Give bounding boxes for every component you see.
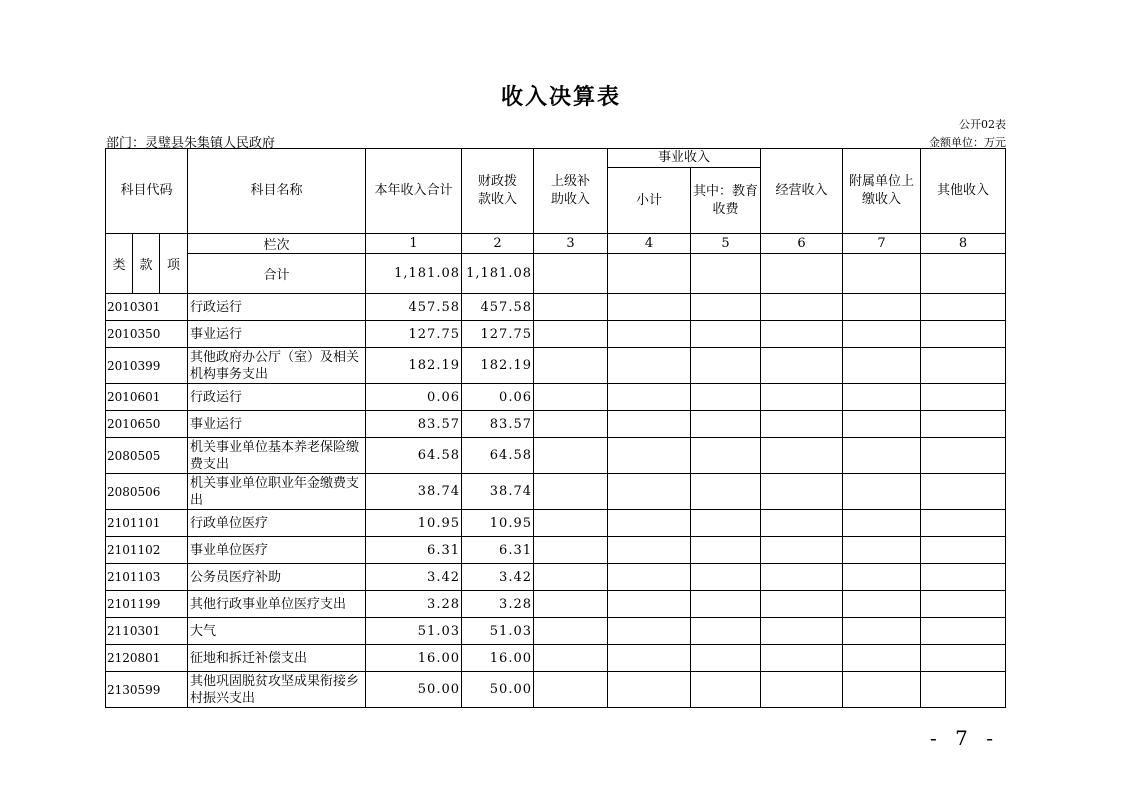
fiscal-appropriation-cell: 10.95	[462, 510, 534, 537]
empty-cell	[691, 294, 761, 321]
empty-cell	[534, 537, 608, 564]
subject-code-cell: 2010350	[106, 321, 188, 348]
empty-cell	[691, 321, 761, 348]
subject-code-cell: 2101102	[106, 537, 188, 564]
form-number: 公开02表	[959, 118, 1006, 131]
amount-unit-label: 金额单位：万元	[929, 136, 1006, 149]
empty-cell	[921, 254, 1006, 294]
total-income-cell: 16.00	[366, 645, 462, 672]
subject-name-cell: 大气	[188, 618, 366, 645]
header-superior-subsidy: 上级补助收入	[534, 149, 608, 234]
empty-cell	[761, 564, 843, 591]
empty-cell	[691, 510, 761, 537]
fiscal-appropriation-cell: 457.58	[462, 294, 534, 321]
total-income-cell: 64.58	[366, 438, 462, 474]
empty-cell	[843, 348, 921, 384]
empty-cell	[691, 384, 761, 411]
table-row	[106, 645, 1006, 672]
total-income-cell: 457.58	[366, 294, 462, 321]
empty-cell	[761, 645, 843, 672]
empty-cell	[761, 411, 843, 438]
empty-cell	[608, 618, 691, 645]
empty-cell	[843, 510, 921, 537]
header-kuan: 款	[133, 234, 160, 294]
subject-name-cell: 机关事业单位基本养老保险缴费支出	[188, 438, 366, 474]
empty-cell	[691, 438, 761, 474]
column-number: 7	[843, 234, 921, 254]
empty-cell	[534, 564, 608, 591]
empty-cell	[691, 591, 761, 618]
empty-cell	[843, 474, 921, 510]
fiscal-appropriation-cell: 6.31	[462, 537, 534, 564]
fiscal-appropriation-cell: 0.06	[462, 384, 534, 411]
total-income-cell: 3.42	[366, 564, 462, 591]
empty-cell	[534, 591, 608, 618]
column-number: 5	[691, 234, 761, 254]
empty-cell	[534, 321, 608, 348]
empty-cell	[534, 254, 608, 294]
table-row	[106, 321, 1006, 348]
empty-cell	[608, 384, 691, 411]
empty-cell	[843, 438, 921, 474]
table-row	[106, 672, 1006, 708]
subject-code-cell: 2130599	[106, 672, 188, 708]
document-title: 收入决算表	[500, 84, 621, 110]
table-row	[106, 411, 1006, 438]
empty-cell	[608, 411, 691, 438]
empty-cell	[534, 645, 608, 672]
empty-cell	[534, 411, 608, 438]
empty-cell	[843, 254, 921, 294]
subject-name-cell: 征地和拆迁补偿支出	[188, 645, 366, 672]
empty-cell	[761, 438, 843, 474]
fiscal-appropriation-cell: 50.00	[462, 672, 534, 708]
empty-cell	[921, 510, 1006, 537]
header-business-income: 事业收入	[608, 149, 761, 168]
header-subject-code: 科目代码	[106, 149, 188, 234]
empty-cell	[843, 645, 921, 672]
subject-name-cell: 行政运行	[188, 384, 366, 411]
empty-cell	[691, 564, 761, 591]
table-row	[106, 537, 1006, 564]
total-fiscal-value: 1,181.08	[462, 254, 534, 294]
empty-cell	[608, 254, 691, 294]
total-income-cell: 10.95	[366, 510, 462, 537]
subject-name-cell: 机关事业单位职业年金缴费支出	[188, 474, 366, 510]
page-number: - 7 -	[930, 726, 999, 750]
column-number: 1	[366, 234, 462, 254]
empty-cell	[843, 618, 921, 645]
empty-cell	[691, 411, 761, 438]
empty-cell	[921, 618, 1006, 645]
total-income-cell: 50.00	[366, 672, 462, 708]
empty-cell	[921, 591, 1006, 618]
empty-cell	[608, 672, 691, 708]
total-label: 合计	[188, 254, 366, 294]
header-other-income: 其他收入	[921, 149, 1006, 234]
income-final-accounts-table	[105, 148, 1006, 708]
subject-code-cell: 2101103	[106, 564, 188, 591]
total-income-cell: 127.75	[366, 321, 462, 348]
fiscal-appropriation-cell: 64.58	[462, 438, 534, 474]
subject-code-cell: 2080506	[106, 474, 188, 510]
header-education-fees: 其中：教育收费	[691, 168, 761, 234]
total-income-cell: 182.19	[366, 348, 462, 384]
table-row	[106, 564, 1006, 591]
empty-cell	[691, 618, 761, 645]
empty-cell	[761, 321, 843, 348]
empty-cell	[608, 321, 691, 348]
table-row	[106, 294, 1006, 321]
empty-cell	[691, 348, 761, 384]
fiscal-appropriation-cell: 3.42	[462, 564, 534, 591]
empty-cell	[761, 537, 843, 564]
fiscal-appropriation-cell: 38.74	[462, 474, 534, 510]
subject-code-cell: 2010650	[106, 411, 188, 438]
empty-cell	[761, 510, 843, 537]
column-number: 8	[921, 234, 1006, 254]
empty-cell	[608, 438, 691, 474]
empty-cell	[608, 645, 691, 672]
total-income-cell: 0.06	[366, 384, 462, 411]
fiscal-appropriation-cell: 127.75	[462, 321, 534, 348]
empty-cell	[761, 618, 843, 645]
column-number: 6	[761, 234, 843, 254]
empty-cell	[921, 348, 1006, 384]
total-income-cell: 3.28	[366, 591, 462, 618]
empty-cell	[843, 672, 921, 708]
empty-cell	[534, 510, 608, 537]
empty-cell	[921, 321, 1006, 348]
empty-cell	[691, 474, 761, 510]
table-row	[106, 438, 1006, 474]
subject-name-cell: 其他政府办公厅（室）及相关机构事务支出	[188, 348, 366, 384]
empty-cell	[761, 254, 843, 294]
subject-code-cell: 2110301	[106, 618, 188, 645]
empty-cell	[921, 474, 1006, 510]
header-subtotal: 小计	[608, 168, 691, 234]
header-subject-name: 科目名称	[188, 149, 366, 234]
empty-cell	[534, 438, 608, 474]
header-total-income: 本年收入合计	[366, 149, 462, 234]
header-xiang: 项	[160, 234, 188, 294]
empty-cell	[534, 474, 608, 510]
empty-cell	[921, 645, 1006, 672]
empty-cell	[843, 411, 921, 438]
empty-cell	[691, 537, 761, 564]
empty-cell	[761, 672, 843, 708]
column-number: 2	[462, 234, 534, 254]
empty-cell	[761, 348, 843, 384]
empty-cell	[921, 672, 1006, 708]
column-number: 4	[608, 234, 691, 254]
empty-cell	[921, 537, 1006, 564]
empty-cell	[921, 438, 1006, 474]
subject-code-cell: 2080505	[106, 438, 188, 474]
empty-cell	[608, 564, 691, 591]
empty-cell	[534, 672, 608, 708]
total-income-cell: 83.57	[366, 411, 462, 438]
empty-cell	[761, 384, 843, 411]
table-row	[106, 474, 1006, 510]
empty-cell	[534, 348, 608, 384]
subject-name-cell: 其他行政事业单位医疗支出	[188, 591, 366, 618]
empty-cell	[843, 294, 921, 321]
total-income-cell: 38.74	[366, 474, 462, 510]
empty-cell	[534, 384, 608, 411]
header-operating-income: 经营收入	[761, 149, 843, 234]
empty-cell	[608, 294, 691, 321]
empty-cell	[691, 645, 761, 672]
fiscal-appropriation-cell: 3.28	[462, 591, 534, 618]
empty-cell	[843, 591, 921, 618]
table-row	[106, 348, 1006, 384]
fiscal-appropriation-cell: 182.19	[462, 348, 534, 384]
subject-code-cell: 2101199	[106, 591, 188, 618]
empty-cell	[843, 564, 921, 591]
header-lei: 类	[106, 234, 133, 294]
table-row	[106, 618, 1006, 645]
fiscal-appropriation-cell: 16.00	[462, 645, 534, 672]
empty-cell	[761, 474, 843, 510]
empty-cell	[843, 537, 921, 564]
subject-code-cell: 2101101	[106, 510, 188, 537]
total-income-cell: 51.03	[366, 618, 462, 645]
empty-cell	[921, 294, 1006, 321]
header-affiliated-income: 附属单位上缴收入	[843, 149, 921, 234]
subject-code-cell: 2010601	[106, 384, 188, 411]
department-label: 部门：灵璧县朱集镇人民政府	[106, 136, 276, 151]
empty-cell	[761, 294, 843, 321]
subject-name-cell: 事业单位医疗	[188, 537, 366, 564]
subject-name-cell: 事业运行	[188, 411, 366, 438]
subject-name-cell: 事业运行	[188, 321, 366, 348]
subject-name-cell: 行政运行	[188, 294, 366, 321]
subject-code-cell: 2010399	[106, 348, 188, 384]
subject-name-cell: 行政单位医疗	[188, 510, 366, 537]
empty-cell	[921, 384, 1006, 411]
table-row	[106, 591, 1006, 618]
total-income-value: 1,181.08	[366, 254, 462, 294]
empty-cell	[534, 294, 608, 321]
subject-name-cell: 其他巩固脱贫攻坚成果衔接乡村振兴支出	[188, 672, 366, 708]
empty-cell	[691, 254, 761, 294]
total-income-cell: 6.31	[366, 537, 462, 564]
table-row	[106, 384, 1006, 411]
empty-cell	[921, 411, 1006, 438]
subject-name-cell: 公务员医疗补助	[188, 564, 366, 591]
empty-cell	[843, 321, 921, 348]
empty-cell	[608, 510, 691, 537]
empty-cell	[608, 474, 691, 510]
empty-cell	[843, 384, 921, 411]
subject-code-cell: 2010301	[106, 294, 188, 321]
fiscal-appropriation-cell: 51.03	[462, 618, 534, 645]
header-fiscal-appropriation: 财政拨款收入	[462, 149, 534, 234]
empty-cell	[691, 672, 761, 708]
empty-cell	[534, 618, 608, 645]
empty-cell	[608, 348, 691, 384]
empty-cell	[761, 591, 843, 618]
subject-code-cell: 2120801	[106, 645, 188, 672]
fiscal-appropriation-cell: 83.57	[462, 411, 534, 438]
empty-cell	[921, 564, 1006, 591]
empty-cell	[608, 591, 691, 618]
column-index-label: 栏次	[188, 234, 366, 254]
empty-cell	[608, 537, 691, 564]
table-row	[106, 510, 1006, 537]
column-number: 3	[534, 234, 608, 254]
